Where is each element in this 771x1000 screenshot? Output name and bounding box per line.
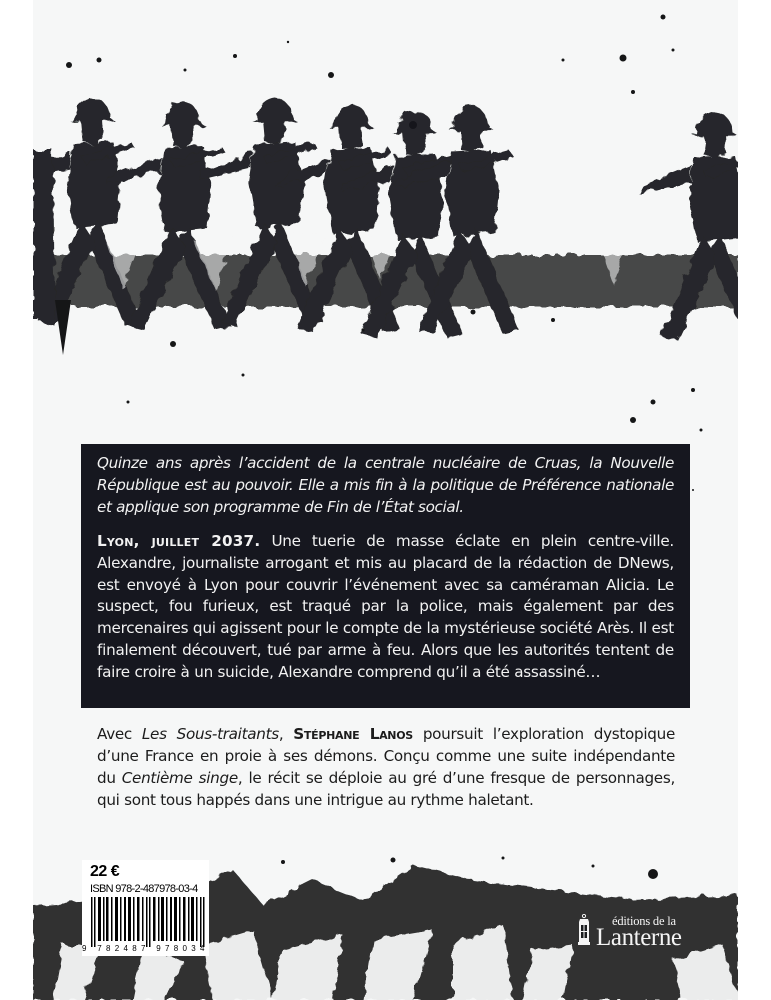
- isbn-label: ISBN 978-2-487978-03-4: [90, 883, 198, 895]
- synopsis-lead: Lyon, juillet 2037.: [97, 531, 261, 550]
- barcode-digits: 9 782487 978034: [82, 944, 209, 953]
- blurb-text: Avec: [97, 725, 142, 743]
- barcode-icon: [91, 897, 207, 947]
- blurb-text: ,: [278, 725, 294, 743]
- synopsis-box: [81, 444, 690, 708]
- author-blurb: [97, 724, 675, 812]
- splatter-dots: [66, 15, 675, 130]
- soldiers-silhouettes: [33, 98, 738, 340]
- lantern-icon: [578, 914, 590, 946]
- publisher-logo: [576, 912, 696, 952]
- back-cover: [33, 0, 738, 1000]
- price: 22 €: [90, 863, 120, 880]
- barcode-panel: [82, 860, 209, 956]
- synopsis-text: Une tuerie de masse éclate en plein centre-ville. Alexandre, journaliste arrogant et mis au placard de la rédaction de DNews, est envoyé à Lyon pour couvrir l’événement avec sa caméraman Alicia. Le suspect, fou furieux, est traqué par la police, mais également par des mercenaires qui agissent pour le compte de la mystérieuse société Arès. Il est finalement découvert, tué par arme à feu. Alors que les autorités tentent de faire croire à un suicide, Alexandre comprend qu’il a été assassiné…: [97, 531, 674, 682]
- synopsis-intro: Quinze ans après l’accident de la centrale nucléaire de Cruas, la Nouvelle République est au pouvoir. Elle a mis fin à la politique de Préférence nationale et applique son programme de Fin de l’État social.: [97, 454, 674, 516]
- blurb-text: poursuit l’exploration dystopique d’une France en proie à ses démons. Conçu comme une suite indépendante du: [97, 725, 676, 787]
- book-title: Les Sous-traitants: [141, 725, 279, 743]
- blurb-text: , le récit se déploie au gré d’une fresque de personnages, qui sont tous happés dans une intrigue au rythme haletant.: [97, 768, 675, 809]
- author-name: Stéphane Lanos: [293, 725, 413, 743]
- previous-book-title: Centième singe: [121, 768, 238, 787]
- publisher-line1: éditions de la: [612, 914, 676, 928]
- synopsis-body: [97, 531, 674, 684]
- publisher-line2: Lanterne: [596, 924, 682, 951]
